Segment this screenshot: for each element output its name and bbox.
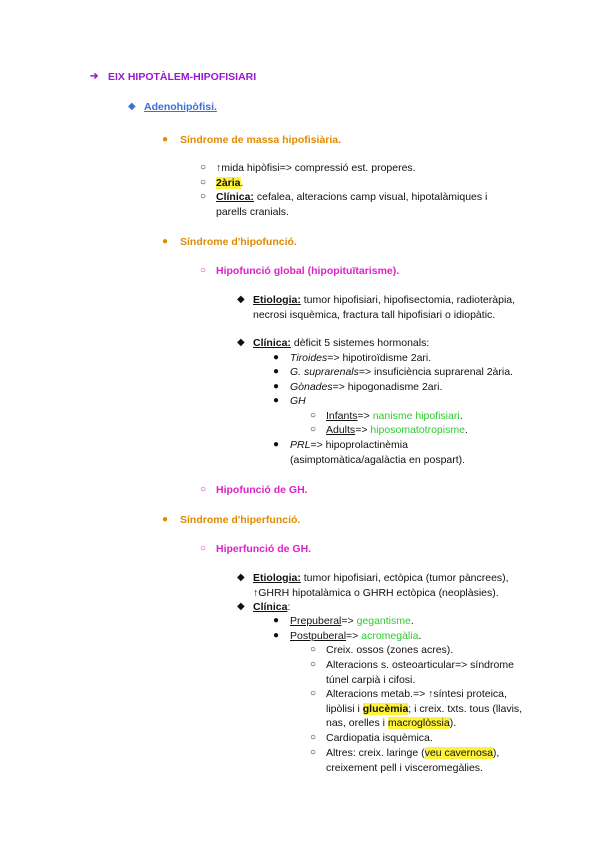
ring-icon: ○: [200, 162, 207, 173]
etiologia-hipofuncio: Etiologia: tumor hipofisiari, hipofisectomia, radioteràpia, necrosi isquèmica, fractura tall hipofisiari o idiopàtic.: [253, 294, 516, 321]
heading-hipofuncio-global: Hipofunció global (hipopituïtarisme).: [216, 265, 400, 277]
dot-icon: ●: [273, 366, 280, 377]
gh-item: GH: [290, 395, 306, 407]
ring-icon: ○: [200, 265, 207, 276]
orange-dot-icon: ●: [162, 514, 169, 525]
massa-item-3: Clínica: cefalea, alteracions camp visual, hipotalàmiques i parells cranials.: [216, 191, 488, 218]
ring-icon: ○: [200, 191, 207, 202]
diamond-icon: ◆: [128, 101, 136, 112]
dot-icon: ●: [273, 352, 280, 363]
arrow-icon: ➔: [90, 71, 99, 82]
ring-icon: ○: [310, 410, 317, 421]
prepuberal-item: Prepuberal=> gegantisme.: [290, 615, 414, 627]
ring-icon: ○: [310, 644, 317, 655]
etiologia-hiperfuncio: Etiologia: tumor hipofisiari, ectòpica (tumor pàncrees), ↑GHRH hipotalàmica o GHRH ectòpica (neoplàsies).: [253, 572, 509, 599]
heading-hiperfuncio-gh: Hiperfunció de GH.: [216, 543, 312, 555]
adults-item: Adults=> hiposomatotropisme.: [326, 424, 468, 436]
clinica-hiperfuncio: Clínica:: [253, 601, 291, 613]
infants-item: Infants=> nanisme hipofisiari.: [326, 410, 463, 422]
dot-icon: ●: [273, 439, 280, 450]
filled-diamond-icon: ◆: [237, 601, 245, 612]
acromegalia-sub-5: Altres: creix. laringe (veu cavernosa), creixement pell i visceromegàlies.: [326, 747, 500, 774]
ring-icon: ○: [310, 688, 317, 699]
ring-icon: ○: [200, 543, 207, 554]
heading-massa: Síndrome de massa hipofisiària.: [180, 134, 342, 146]
clinica-hipofuncio: Clínica: dèficit 5 sistemes hormonals:: [253, 337, 430, 349]
acromegalia-sub-3: Alteracions metab.=> ↑síntesi proteica, lipòlisi i glucèmia; i creix. txts. tous (llavis, nas, orelles i macroglòssia).: [326, 688, 523, 729]
section-title[interactable]: Adenohipòfisi.: [144, 101, 217, 113]
filled-diamond-icon: ◆: [237, 337, 245, 348]
filled-diamond-icon: ◆: [237, 294, 245, 305]
ring-icon: ○: [310, 732, 317, 743]
acromegalia-sub-2: Alteracions s. osteoarticular=> síndrome túnel carpià i cifosi.: [326, 659, 514, 686]
dot-icon: ●: [273, 630, 280, 641]
acromegalia-sub-4: Cardiopatia isquèmica.: [326, 732, 433, 744]
ring-icon: ○: [200, 177, 207, 188]
postpuberal-item: Postpuberal=> acromegàlia.: [290, 630, 422, 642]
ring-icon: ○: [310, 747, 317, 758]
tiroides-item: Tiroides=> hipotiroïdisme 2ari.: [290, 352, 432, 364]
ring-icon: ○: [310, 424, 317, 435]
acromegalia-sub-1: Creix. ossos (zones acres).: [326, 644, 454, 656]
ring-icon: ○: [200, 484, 207, 495]
dot-icon: ●: [273, 395, 280, 406]
orange-dot-icon: ●: [162, 236, 169, 247]
heading-hiperfuncio: Síndrome d'hiperfunció.: [180, 514, 301, 526]
suprarenals-item: G. suprarenals=> insuficiència suprarenal 2ària.: [290, 366, 513, 378]
orange-dot-icon: ●: [162, 134, 169, 145]
massa-item-1: ↑mida hipòfisi=> compressió est. properes.: [216, 162, 416, 174]
filled-diamond-icon: ◆: [237, 572, 245, 583]
ring-icon: ○: [310, 659, 317, 670]
page-title: EIX HIPOTÀLEM-HIPOFISIARI: [108, 71, 257, 83]
dot-icon: ●: [273, 381, 280, 392]
heading-hipofuncio-gh: Hipofunció de GH.: [216, 484, 308, 496]
prl-item: PRL=> hipoprolactinèmia (asimptomàtica/agalàctia en pospart).: [290, 439, 466, 466]
massa-item-2: 2ària.: [216, 177, 244, 189]
dot-icon: ●: [273, 615, 280, 626]
gonades-item: Gònades=> hipogonadisme 2ari.: [290, 381, 443, 393]
heading-hipofuncio: Síndrome d'hipofunció.: [180, 236, 297, 248]
